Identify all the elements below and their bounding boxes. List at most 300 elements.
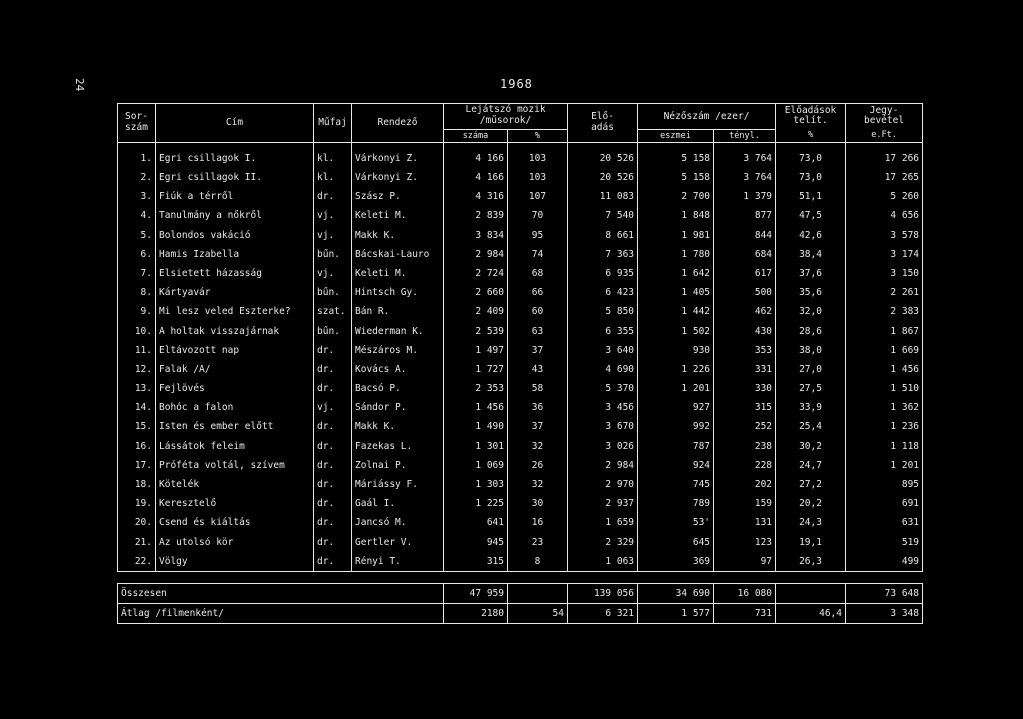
row-number: 20. — [118, 514, 156, 533]
shows-count: 2 329 — [568, 533, 638, 552]
shows-count: 7 363 — [568, 245, 638, 264]
cinemas-count: 4 166 — [444, 168, 508, 187]
cinemas-count: 315 — [444, 552, 508, 572]
row-number: 1. — [118, 149, 156, 168]
table-header — [118, 104, 923, 143]
viewers-actual: 330 — [714, 379, 776, 398]
film-director: Mészáros M. — [352, 341, 444, 360]
table-row — [118, 398, 923, 417]
shows-count: 2 970 — [568, 475, 638, 494]
film-genre: dr. — [314, 418, 352, 437]
film-director: Gertler V. — [352, 533, 444, 552]
saturation-pct: 51,1 — [776, 187, 846, 206]
film-title: Tanulmány a nőkről — [156, 207, 314, 226]
film-genre: dr. — [314, 514, 352, 533]
film-director: Hintsch Gy. — [352, 283, 444, 302]
header-lejatszo: Lejátszó mozik /műsorok/ száma % — [444, 104, 568, 143]
viewers-actual: 123 — [714, 533, 776, 552]
cinemas-count: 3 834 — [444, 226, 508, 245]
film-director: Szász P. — [352, 187, 444, 206]
row-number: 22. — [118, 552, 156, 572]
row-number: 19. — [118, 494, 156, 513]
film-genre: vj. — [314, 207, 352, 226]
header-eloadas: Elő- adás — [568, 104, 638, 143]
viewers-ideal: 745 — [638, 475, 714, 494]
saturation-pct: 37,6 — [776, 264, 846, 283]
film-director: Keleti M. — [352, 264, 444, 283]
film-statistics-table — [117, 103, 923, 572]
saturation-pct: 26,3 — [776, 552, 846, 572]
film-title: Csend és kiáltás — [156, 514, 314, 533]
row-number: 2. — [118, 168, 156, 187]
shows-count: 5 850 — [568, 303, 638, 322]
table-row — [118, 283, 923, 302]
table-row — [118, 360, 923, 379]
revenue: 519 — [846, 533, 923, 552]
cinemas-count: 1 303 — [444, 475, 508, 494]
saturation-pct: 42,6 — [776, 226, 846, 245]
viewers-actual: 315 — [714, 398, 776, 417]
viewers-ideal: 2 700 — [638, 187, 714, 206]
film-title: Egri csillagok I. — [156, 149, 314, 168]
film-title: Kártyavár — [156, 283, 314, 302]
cinemas-pct: 37 — [508, 418, 568, 437]
row-number: 5. — [118, 226, 156, 245]
viewers-actual: 3 764 — [714, 149, 776, 168]
shows-count: 6 423 — [568, 283, 638, 302]
cinemas-pct: 37 — [508, 341, 568, 360]
film-title: Fejlövés — [156, 379, 314, 398]
shows-count: 3 026 — [568, 437, 638, 456]
shows-count: 3 640 — [568, 341, 638, 360]
cinemas-count: 1 490 — [444, 418, 508, 437]
cinemas-pct: 60 — [508, 303, 568, 322]
viewers-actual: 500 — [714, 283, 776, 302]
cinemas-pct: 66 — [508, 283, 568, 302]
viewers-actual: 462 — [714, 303, 776, 322]
table-row — [118, 418, 923, 437]
revenue: 895 — [846, 475, 923, 494]
saturation-pct: 47,5 — [776, 207, 846, 226]
row-number: 17. — [118, 456, 156, 475]
saturation-pct: 24,3 — [776, 514, 846, 533]
film-director: Gaál I. — [352, 494, 444, 513]
row-number: 6. — [118, 245, 156, 264]
viewers-actual: 877 — [714, 207, 776, 226]
header-nezoszam-eszmei: eszmei — [638, 130, 714, 142]
film-genre: dr. — [314, 456, 352, 475]
film-genre: vj. — [314, 398, 352, 417]
revenue: 5 260 — [846, 187, 923, 206]
saturation-pct: 73,0 — [776, 149, 846, 168]
film-genre: kl. — [314, 149, 352, 168]
revenue: 1 118 — [846, 437, 923, 456]
shows-count: 7 540 — [568, 207, 638, 226]
table-row — [118, 207, 923, 226]
revenue: 631 — [846, 514, 923, 533]
average-ideal: 1 577 — [638, 604, 714, 624]
cinemas-pct: 30 — [508, 494, 568, 513]
film-director: Makk K. — [352, 418, 444, 437]
viewers-ideal: 5 158 — [638, 149, 714, 168]
row-number: 14. — [118, 398, 156, 417]
cinemas-count: 1 225 — [444, 494, 508, 513]
header-rendezo: Rendező — [352, 104, 444, 143]
film-director: Bán R. — [352, 303, 444, 322]
cinemas-count: 2 409 — [444, 303, 508, 322]
saturation-pct: 28,6 — [776, 322, 846, 341]
cinemas-count: 1 727 — [444, 360, 508, 379]
saturation-pct: 35,6 — [776, 283, 846, 302]
header-lejatszo-pct: % — [534, 131, 541, 141]
film-director: Kovács A. — [352, 360, 444, 379]
revenue: 3 578 — [846, 226, 923, 245]
revenue: 1 456 — [846, 360, 923, 379]
shows-count: 1 063 — [568, 552, 638, 572]
average-row — [118, 604, 923, 624]
viewers-ideal: 1 226 — [638, 360, 714, 379]
film-director: Bacsó P. — [352, 379, 444, 398]
film-genre: dr. — [314, 475, 352, 494]
header-mufaj: Műfaj — [314, 104, 352, 143]
film-title: Kötelék — [156, 475, 314, 494]
cinemas-pct: 103 — [508, 168, 568, 187]
revenue: 1 510 — [846, 379, 923, 398]
cinemas-count: 1 069 — [444, 456, 508, 475]
table-row — [118, 322, 923, 341]
saturation-pct: 20,2 — [776, 494, 846, 513]
revenue: 1 236 — [846, 418, 923, 437]
row-number: 9. — [118, 303, 156, 322]
viewers-ideal: 1 848 — [638, 207, 714, 226]
viewers-actual: 228 — [714, 456, 776, 475]
viewers-ideal: 1 780 — [638, 245, 714, 264]
film-genre: vj. — [314, 226, 352, 245]
revenue: 1 867 — [846, 322, 923, 341]
cinemas-count: 2 539 — [444, 322, 508, 341]
cinemas-count: 4 316 — [444, 187, 508, 206]
film-title: Fiúk a térről — [156, 187, 314, 206]
revenue: 3 174 — [846, 245, 923, 264]
film-genre: szat. — [314, 303, 352, 322]
saturation-pct: 38,0 — [776, 341, 846, 360]
shows-count: 1 659 — [568, 514, 638, 533]
film-director: Sándor P. — [352, 398, 444, 417]
table-row — [118, 245, 923, 264]
table-row — [118, 341, 923, 360]
viewers-ideal: 5 158 — [638, 168, 714, 187]
shows-count: 6 935 — [568, 264, 638, 283]
saturation-pct: 30,2 — [776, 437, 846, 456]
film-director: Keleti M. — [352, 207, 444, 226]
film-director: Fazekas L. — [352, 437, 444, 456]
table-row — [118, 456, 923, 475]
viewers-ideal: 1 201 — [638, 379, 714, 398]
row-number: 16. — [118, 437, 156, 456]
viewers-actual: 430 — [714, 322, 776, 341]
film-title: Eltávozott nap — [156, 341, 314, 360]
cinemas-pct: 23 — [508, 533, 568, 552]
table-row — [118, 149, 923, 168]
summary-table — [117, 583, 923, 624]
film-director: Zolnai P. — [352, 456, 444, 475]
row-number: 10. — [118, 322, 156, 341]
cinemas-pct: 70 — [508, 207, 568, 226]
film-title: Falak /A/ — [156, 360, 314, 379]
revenue: 499 — [846, 552, 923, 572]
revenue: 17 265 — [846, 168, 923, 187]
shows-count: 4 690 — [568, 360, 638, 379]
saturation-pct: 38,4 — [776, 245, 846, 264]
row-number: 12. — [118, 360, 156, 379]
shows-count: 5 370 — [568, 379, 638, 398]
viewers-actual: 684 — [714, 245, 776, 264]
table-row — [118, 533, 923, 552]
film-title: Mi lesz veled Eszterke? — [156, 303, 314, 322]
film-genre: dr. — [314, 552, 352, 572]
film-title: Próféta voltál, szívem — [156, 456, 314, 475]
cinemas-count: 4 166 — [444, 149, 508, 168]
shows-count: 20 526 — [568, 149, 638, 168]
header-sorszam: Sor- szám — [118, 104, 156, 143]
film-genre: dr. — [314, 533, 352, 552]
table-row — [118, 379, 923, 398]
table-row — [118, 168, 923, 187]
shows-count: 20 526 — [568, 168, 638, 187]
film-director: Várkonyi Z. — [352, 149, 444, 168]
revenue: 4 656 — [846, 207, 923, 226]
viewers-actual: 252 — [714, 418, 776, 437]
viewers-ideal: 930 — [638, 341, 714, 360]
viewers-ideal: 1 502 — [638, 322, 714, 341]
film-director: Máriássy F. — [352, 475, 444, 494]
viewers-actual: 202 — [714, 475, 776, 494]
viewers-ideal: 787 — [638, 437, 714, 456]
saturation-pct: 27,2 — [776, 475, 846, 494]
row-number: 11. — [118, 341, 156, 360]
film-genre: dr. — [314, 437, 352, 456]
table-row — [118, 514, 923, 533]
viewers-actual: 131 — [714, 514, 776, 533]
table-row — [118, 552, 923, 572]
film-title: Keresztelő — [156, 494, 314, 513]
row-number: 3. — [118, 187, 156, 206]
total-rev: 73 648 — [846, 584, 923, 604]
film-title: A holtak visszajárnak — [156, 322, 314, 341]
total-row — [118, 584, 923, 604]
cinemas-pct: 58 — [508, 379, 568, 398]
row-number: 8. — [118, 283, 156, 302]
shows-count: 11 083 — [568, 187, 638, 206]
row-number: 4. — [118, 207, 156, 226]
total-ideal: 34 690 — [638, 584, 714, 604]
viewers-ideal: 924 — [638, 456, 714, 475]
table-row — [118, 264, 923, 283]
film-director: Várkonyi Z. — [352, 168, 444, 187]
viewers-ideal: 1 442 — [638, 303, 714, 322]
cinemas-pct: 36 — [508, 398, 568, 417]
film-director: Makk K. — [352, 226, 444, 245]
film-genre: vj. — [314, 264, 352, 283]
shows-count: 6 355 — [568, 322, 638, 341]
table-row — [118, 475, 923, 494]
average-actual: 731 — [714, 604, 776, 624]
cinemas-count: 2 984 — [444, 245, 508, 264]
viewers-ideal: 645 — [638, 533, 714, 552]
film-genre: dr. — [314, 341, 352, 360]
viewers-ideal: 1 405 — [638, 283, 714, 302]
saturation-pct: 32,0 — [776, 303, 846, 322]
average-cinemas: 2180 — [444, 604, 508, 624]
header-eloadasok-telit: Előadások telít. % — [776, 104, 846, 143]
film-title: Elsietett házasság — [156, 264, 314, 283]
revenue: 1 669 — [846, 341, 923, 360]
row-number: 13. — [118, 379, 156, 398]
viewers-ideal: 927 — [638, 398, 714, 417]
average-rev: 3 348 — [846, 604, 923, 624]
header-nezoszam-tenyl: tényl. — [729, 130, 760, 141]
saturation-pct: 33,9 — [776, 398, 846, 417]
cinemas-count: 945 — [444, 533, 508, 552]
shows-count: 2 984 — [568, 456, 638, 475]
film-genre: dr. — [314, 379, 352, 398]
film-genre: dr. — [314, 360, 352, 379]
film-title: Völgy — [156, 552, 314, 572]
viewers-ideal: 1 981 — [638, 226, 714, 245]
table-row — [118, 437, 923, 456]
cinemas-pct: 8 — [508, 552, 568, 572]
cinemas-pct: 43 — [508, 360, 568, 379]
cinemas-pct: 32 — [508, 437, 568, 456]
viewers-actual: 3 764 — [714, 168, 776, 187]
cinemas-pct: 103 — [508, 149, 568, 168]
row-number: 21. — [118, 533, 156, 552]
cinemas-pct: 107 — [508, 187, 568, 206]
viewers-actual: 617 — [714, 264, 776, 283]
shows-count: 3 670 — [568, 418, 638, 437]
total-shows: 139 056 — [568, 584, 638, 604]
shows-count: 8 661 — [568, 226, 638, 245]
table-row — [118, 187, 923, 206]
saturation-pct: 24,7 — [776, 456, 846, 475]
film-director: Bácskai-Lauro — [352, 245, 444, 264]
viewers-ideal: 992 — [638, 418, 714, 437]
film-genre: bűn. — [314, 322, 352, 341]
cinemas-pct: 26 — [508, 456, 568, 475]
viewers-actual: 238 — [714, 437, 776, 456]
revenue: 1 201 — [846, 456, 923, 475]
saturation-pct: 73,0 — [776, 168, 846, 187]
viewers-actual: 844 — [714, 226, 776, 245]
total-label: Összesen — [118, 584, 444, 604]
average-sat: 46,4 — [776, 604, 846, 624]
viewers-actual: 1 379 — [714, 187, 776, 206]
cinemas-pct: 16 — [508, 514, 568, 533]
row-number: 15. — [118, 418, 156, 437]
header-lejatszo-szama: száma — [444, 130, 508, 142]
table-row — [118, 303, 923, 322]
revenue: 1 362 — [846, 398, 923, 417]
cinemas-count: 2 660 — [444, 283, 508, 302]
shows-count: 2 937 — [568, 494, 638, 513]
table-row — [118, 494, 923, 513]
film-director: Rényi T. — [352, 552, 444, 572]
header-cim: Cím — [156, 104, 314, 143]
revenue: 691 — [846, 494, 923, 513]
film-genre: kl. — [314, 168, 352, 187]
film-title: Isten és ember előtt — [156, 418, 314, 437]
cinemas-count: 1 301 — [444, 437, 508, 456]
average-label: Átlag /filmenként/ — [118, 604, 444, 624]
total-sat — [776, 584, 846, 604]
film-title: Egri csillagok II. — [156, 168, 314, 187]
film-director: Wiederman K. — [352, 322, 444, 341]
header-jegybevetel: Jegy- bevétel e.Ft. — [846, 104, 923, 143]
cinemas-pct: 95 — [508, 226, 568, 245]
viewers-ideal: 53' — [638, 514, 714, 533]
header-nezoszam: Nézőszám /ezer/ eszmei tényl. — [638, 104, 776, 143]
viewers-ideal: 369 — [638, 552, 714, 572]
total-actual: 16 080 — [714, 584, 776, 604]
cinemas-count: 2 353 — [444, 379, 508, 398]
saturation-pct: 27,5 — [776, 379, 846, 398]
total-pct — [508, 584, 568, 604]
film-genre: bűn. — [314, 245, 352, 264]
viewers-actual: 331 — [714, 360, 776, 379]
cinemas-pct: 74 — [508, 245, 568, 264]
viewers-ideal: 1 642 — [638, 264, 714, 283]
average-shows: 6 321 — [568, 604, 638, 624]
shows-count: 3 456 — [568, 398, 638, 417]
viewers-ideal: 789 — [638, 494, 714, 513]
film-title: Bolondos vakáció — [156, 226, 314, 245]
film-director: Jancsó M. — [352, 514, 444, 533]
viewers-actual: 97 — [714, 552, 776, 572]
film-title: Az utolsó kör — [156, 533, 314, 552]
film-genre: bűn. — [314, 283, 352, 302]
viewers-actual: 159 — [714, 494, 776, 513]
total-cinemas: 47 959 — [444, 584, 508, 604]
cinemas-count: 1 456 — [444, 398, 508, 417]
revenue: 2 383 — [846, 303, 923, 322]
page-number: 24 — [73, 78, 86, 92]
page-year: 1968 — [500, 77, 533, 91]
saturation-pct: 25,4 — [776, 418, 846, 437]
table-row — [118, 226, 923, 245]
cinemas-pct: 63 — [508, 322, 568, 341]
cinemas-pct: 68 — [508, 264, 568, 283]
saturation-pct: 27,0 — [776, 360, 846, 379]
revenue: 3 150 — [846, 264, 923, 283]
revenue: 2 261 — [846, 283, 923, 302]
film-title: Hamis Izabella — [156, 245, 314, 264]
film-genre: dr. — [314, 494, 352, 513]
row-number: 7. — [118, 264, 156, 283]
cinemas-pct: 32 — [508, 475, 568, 494]
cinemas-count: 2 839 — [444, 207, 508, 226]
saturation-pct: 19,1 — [776, 533, 846, 552]
row-number: 18. — [118, 475, 156, 494]
film-genre: dr. — [314, 187, 352, 206]
film-title: Bohóc a falon — [156, 398, 314, 417]
cinemas-count: 1 497 — [444, 341, 508, 360]
viewers-actual: 353 — [714, 341, 776, 360]
cinemas-count: 2 724 — [444, 264, 508, 283]
film-title: Lássátok feleim — [156, 437, 314, 456]
revenue: 17 266 — [846, 149, 923, 168]
average-pct: 54 — [508, 604, 568, 624]
cinemas-count: 641 — [444, 514, 508, 533]
